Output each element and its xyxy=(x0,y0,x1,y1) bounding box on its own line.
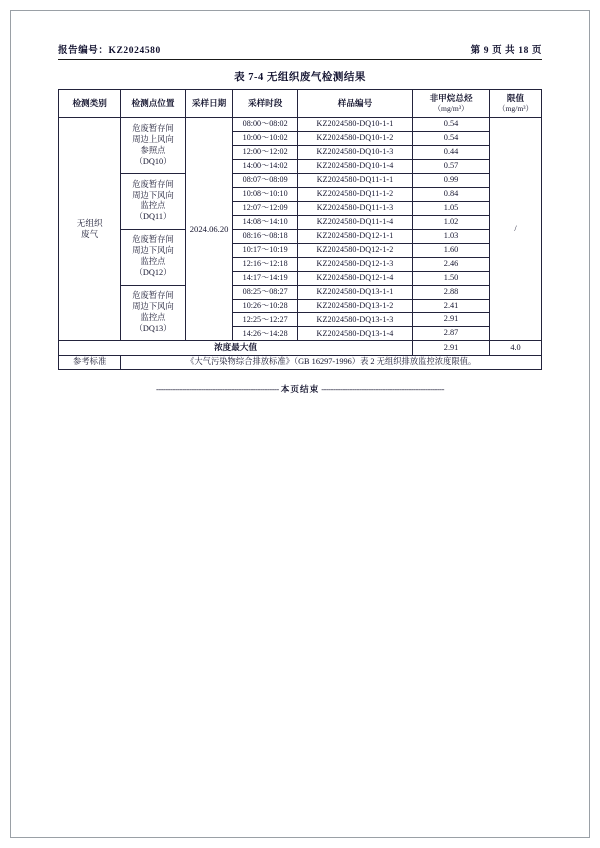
cell-timeslot: 08:00～08:02 xyxy=(233,118,297,132)
page-header xyxy=(58,42,542,59)
cell-sample-id: KZ2024580-DQ11-1-2 xyxy=(297,188,412,202)
max-concentration-value: 2.91 xyxy=(413,341,490,355)
cell-sample-id: KZ2024580-DQ11-1-3 xyxy=(297,201,412,215)
column-header-limit-unit: （mg/m³） xyxy=(497,104,534,114)
cell-nmhc-value: 2.41 xyxy=(413,299,490,313)
cell-timeslot: 14:17～14:19 xyxy=(233,271,297,285)
table-header-row xyxy=(59,90,542,118)
cell-sample-id: KZ2024580-DQ12-1-2 xyxy=(297,243,412,257)
report-number: 报告编号：KZ2024580 xyxy=(58,46,161,56)
header-divider xyxy=(58,59,542,60)
table-row xyxy=(59,285,542,299)
cell-sample-id: KZ2024580-DQ10-1-1 xyxy=(297,118,412,132)
cell-nmhc-value: 1.50 xyxy=(413,271,490,285)
cell-timeslot: 12:16～12:18 xyxy=(233,257,297,271)
cell-nmhc-value: 2.87 xyxy=(413,327,490,341)
table-title: 表 7-4 无组织废气检测结果 xyxy=(234,72,366,83)
max-concentration-limit: 4.0 xyxy=(490,341,542,355)
page-end-marker xyxy=(58,383,542,395)
cell-sample-id: KZ2024580-DQ13-1-1 xyxy=(297,285,412,299)
column-header-category: 检测类别 xyxy=(59,90,121,118)
cell-timeslot: 08:16～08:18 xyxy=(233,229,297,243)
cell-nmhc-value: 0.44 xyxy=(413,146,490,160)
cell-nmhc-value: 0.54 xyxy=(413,132,490,146)
cell-sample-id: KZ2024580-DQ12-1-3 xyxy=(297,257,412,271)
cell-timeslot: 10:17～10:19 xyxy=(233,243,297,257)
cell-location-dq10: 危废暂存间 周边上风向 参照点 （DQ10） xyxy=(121,118,185,174)
cell-nmhc-value: 1.05 xyxy=(413,201,490,215)
cell-timeslot: 08:07～08:09 xyxy=(233,174,297,188)
cell-nmhc-value: 2.91 xyxy=(413,313,490,327)
cell-nmhc-value: 0.54 xyxy=(413,118,490,132)
cell-sample-id: KZ2024580-DQ11-1-1 xyxy=(297,174,412,188)
cell-nmhc-value: 2.46 xyxy=(413,257,490,271)
cell-timeslot: 14:26～14:28 xyxy=(233,327,297,341)
cell-timeslot: 10:00～10:02 xyxy=(233,132,297,146)
column-header-limit: 限值 （mg/m³） xyxy=(490,90,542,118)
column-header-nmhc: 非甲烷总烃 （mg/m³） xyxy=(413,90,490,118)
cell-nmhc-value: 0.84 xyxy=(413,188,490,202)
cell-sample-id: KZ2024580-DQ10-1-3 xyxy=(297,146,412,160)
cell-timeslot: 08:25～08:27 xyxy=(233,285,297,299)
max-concentration-row xyxy=(59,341,542,355)
table-row xyxy=(59,229,542,243)
column-header-sample-id: 样品编号 xyxy=(297,90,412,118)
cell-nmhc-value: 1.03 xyxy=(413,229,490,243)
cell-nmhc-value: 1.60 xyxy=(413,243,490,257)
results-table xyxy=(58,89,542,370)
table-row xyxy=(59,174,542,188)
page-number: 第 9 页 共 18 页 xyxy=(470,46,542,56)
cell-nmhc-value: 1.02 xyxy=(413,215,490,229)
cell-location-dq13: 危废暂存间 周边下风向 监控点 （DQ13） xyxy=(121,285,185,341)
max-concentration-label: 浓度最大值 xyxy=(59,341,413,355)
cell-location-dq12: 危废暂存间 周边下风向 监控点 （DQ12） xyxy=(121,229,185,285)
cell-sample-date: 2024.06.20 xyxy=(185,118,233,341)
cell-limit: / xyxy=(490,118,542,341)
column-header-nmhc-unit: （mg/m³） xyxy=(433,104,469,114)
table-row xyxy=(59,118,542,132)
cell-timeslot: 10:26～10:28 xyxy=(233,299,297,313)
cell-sample-id: KZ2024580-DQ13-1-3 xyxy=(297,313,412,327)
cell-location-dq11: 危废暂存间 周边下风向 监控点 （DQ11） xyxy=(121,174,185,230)
cell-sample-id: KZ2024580-DQ12-1-1 xyxy=(297,229,412,243)
cell-sample-id: KZ2024580-DQ11-1-4 xyxy=(297,215,412,229)
page-content xyxy=(58,42,542,395)
cell-timeslot: 14:00～14:02 xyxy=(233,160,297,174)
cell-sample-id: KZ2024580-DQ13-1-2 xyxy=(297,299,412,313)
reference-standard-text: 《大气污染物综合排放标准》（GB 16297-1996）表 2 无组织排放监控浓度限值。 xyxy=(121,355,542,369)
cell-sample-id: KZ2024580-DQ13-1-4 xyxy=(297,327,412,341)
cell-timeslot: 12:07～12:09 xyxy=(233,201,297,215)
cell-category: 无组织废气 xyxy=(59,118,121,341)
end-text: 本页结束 xyxy=(280,383,320,394)
column-header-location: 检测点位置 xyxy=(121,90,185,118)
column-header-date: 采样日期 xyxy=(185,90,233,118)
cell-sample-id: KZ2024580-DQ10-1-2 xyxy=(297,132,412,146)
end-dashes-left: ---------------------------------------------------- xyxy=(155,383,279,394)
reference-standard-label: 参考标准 xyxy=(59,355,121,369)
cell-nmhc-value: 2.88 xyxy=(413,285,490,299)
reference-standard-row xyxy=(59,355,542,369)
cell-timeslot: 12:00～12:02 xyxy=(233,146,297,160)
end-dashes-right: ---------------------------------------------------- xyxy=(321,383,445,394)
cell-sample-id: KZ2024580-DQ10-1-4 xyxy=(297,160,412,174)
cell-nmhc-value: 0.57 xyxy=(413,160,490,174)
table-body xyxy=(59,118,542,369)
cell-timeslot: 10:08～10:10 xyxy=(233,188,297,202)
cell-timeslot: 12:25～12:27 xyxy=(233,313,297,327)
cell-nmhc-value: 0.99 xyxy=(413,174,490,188)
cell-sample-id: KZ2024580-DQ12-1-4 xyxy=(297,271,412,285)
cell-timeslot: 14:08～14:10 xyxy=(233,215,297,229)
column-header-timeslot: 采样时段 xyxy=(233,90,297,118)
